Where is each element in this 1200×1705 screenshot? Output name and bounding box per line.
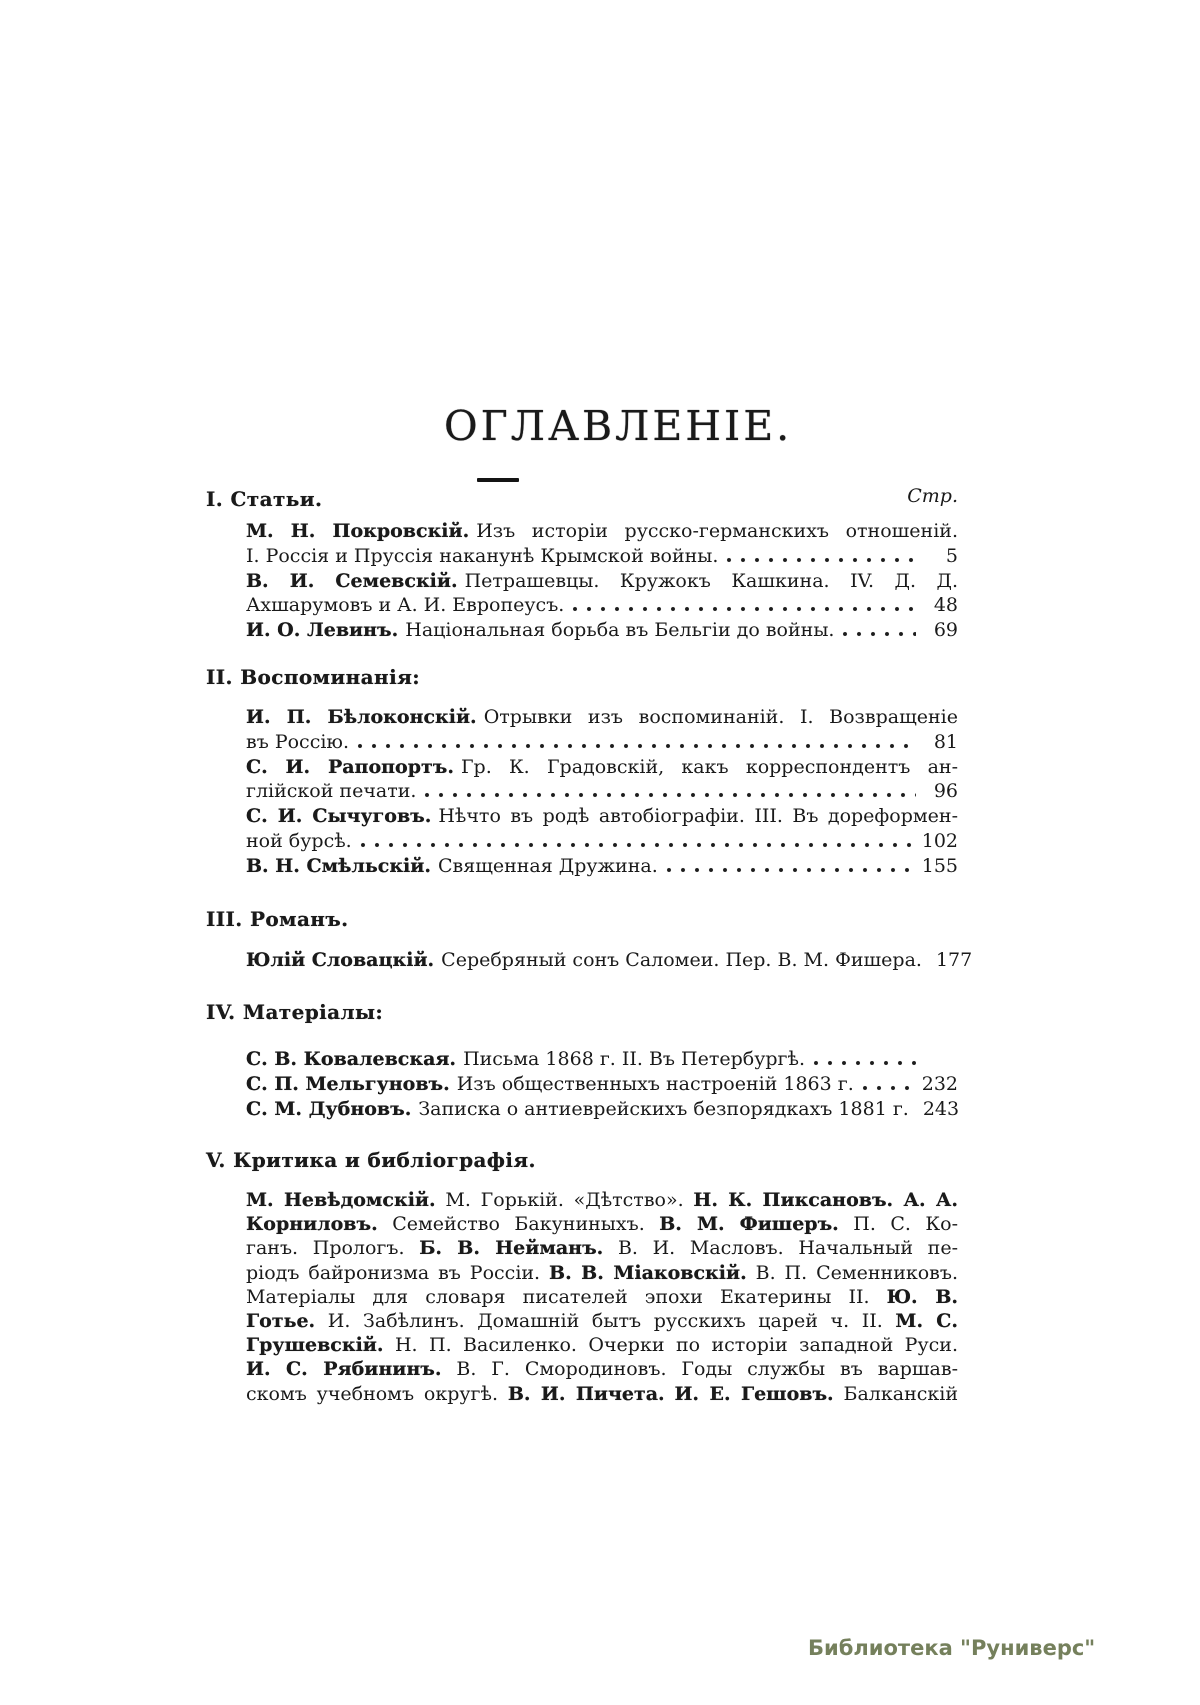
bold-author-name: И. С. Рябининъ. [246,1358,442,1381]
entry-author: Юлій Словацкій. [246,949,435,971]
toc-entry [246,569,958,619]
dot-leader [666,865,916,875]
entry-continuation-text: I. Россія и Пруссія наканунѣ Крымской войны. [246,544,719,567]
paragraph-line [246,1188,958,1212]
entry-title-text: Національная борьба въ Бельгіи до войны. [405,619,835,642]
entry-author: И. П. Бѣлоконскій. [246,706,477,728]
toc-entry [246,804,958,854]
paragraph-line [246,1236,958,1260]
dot-leader [842,629,916,639]
entry-line [246,593,958,618]
entry-title-text: Нѣчто въ родѣ автобіографіи. III. Въ дореформен- [438,805,958,828]
paragraph-line [246,1285,958,1309]
page-number: 155 [921,854,958,877]
entry-author: В. Н. Смѣльскій. [246,854,431,877]
section-entries [246,948,973,973]
entry-line [246,730,958,755]
bold-author-name: В. И. Пичета. [507,1382,665,1405]
entry-title-text: Записка о антиеврейскихъ безпорядкахъ 1881 г. [418,1097,909,1120]
entry-line [246,854,958,879]
bold-author-name: А. А. [893,1189,958,1211]
bold-author-name: Ю. В. [886,1285,958,1308]
section-header: I. Статьи. [206,487,323,511]
entry-author: В. И. Семевскій. [246,569,458,592]
section-criticism-bibliography [206,1148,958,1406]
entry-author: С. В. Ковалевская. [246,1048,457,1070]
page-number: 177 [935,949,973,971]
entry-line [246,1072,958,1097]
entry-line [246,569,958,594]
bold-author-name: Готье. [246,1309,316,1332]
page-number: 102 [921,829,958,852]
bibliography-paragraph [246,1188,958,1406]
toc-entry [246,618,958,643]
entry-title-text: Гр. К. Градовскій, какъ корреспондентъ ан- [460,755,958,778]
page-number: 232 [921,1072,958,1095]
bold-author-name: М. С. [895,1309,959,1332]
entry-title-text: Священная Дружина. [437,854,658,877]
entry-author: М. Н. Покровскій. [246,520,470,542]
toc-entry [246,1097,958,1122]
runivers-library-watermark: Библиотека "Руниверс" [808,1636,1096,1660]
dot-leader [726,555,916,565]
entry-author: С. И. Сычуговъ. [246,805,432,828]
paragraph-line [246,1212,958,1236]
paragraph-line [246,1261,958,1285]
entry-line [246,804,958,829]
plain-text: скомъ учебномъ округѣ. [246,1382,508,1405]
paragraph-line [246,1357,958,1381]
entry-line [246,755,958,780]
paragraph-line [246,1309,958,1333]
toc-entry [246,519,958,569]
plain-text: ріодъ байронизма въ Россіи. [246,1261,550,1284]
plain-text: В. П. Семенниковъ. [746,1261,958,1284]
entry-line [246,519,958,544]
plain-text: ганъ. Прологъ. [246,1237,420,1260]
toc-entry [246,755,958,805]
entry-title-text: Письма 1868 г. II. Въ Петербургѣ. [463,1048,805,1070]
paragraph-line [246,1382,958,1406]
section-entries [246,519,958,643]
section-header: III. Романъ. [206,907,349,931]
dot-leader [360,840,916,850]
bold-author-name: В. В. Міаковскій. [549,1261,747,1284]
section-novel [206,907,973,973]
page-title: ОГЛАВЛЕНІЕ. [444,402,793,450]
toc-entry [246,854,958,879]
plain-text: П. С. Ко- [838,1213,958,1236]
section-articles [206,487,958,643]
dot-leader [572,604,916,614]
entry-continuation-text: глійской печати. [246,780,417,803]
section-entries [246,705,958,879]
bold-author-name: И. Е. Гешовъ. [674,1382,834,1405]
page-number: 243 [922,1097,960,1120]
section-materials [206,1000,958,1121]
section-header: II. Воспоминанія: [206,665,421,689]
dot-leader [357,741,916,751]
title-divider-rule [477,478,519,482]
page-number: 96 [933,780,958,803]
section-entries [246,1047,958,1121]
dot-leader [862,1083,916,1093]
entry-line [246,948,973,973]
entry-title-text: Серебряный сонъ Саломеи. Пер. В. М. Фишера. [441,949,922,971]
plain-text: М. Горькій. «Дѣтство». [435,1189,694,1211]
bold-author-name: Корниловъ. [246,1213,378,1236]
page-column-header: Стр. [907,485,958,507]
entry-title-text: Изъ исторіи русско-германскихъ отношеній. [476,520,958,542]
bold-author-name: М. Невѣдомскій. [246,1189,436,1211]
entry-title-text: Отрывки изъ воспоминаній. I. Возвращеніе [483,706,958,728]
entry-continuation-text: Ахшарумовъ и А. И. Европеусъ. [246,594,565,617]
page-number: 81 [933,730,958,753]
entry-line [246,705,958,730]
bold-author-name: Н. К. Пиксановъ. [693,1189,894,1211]
section-memoirs [206,665,958,879]
toc-entry [246,705,958,755]
entry-title-text: Изъ общественныхъ настроеній 1863 г. [456,1072,854,1095]
plain-text: И. Забѣлинъ. Домашній бытъ русскихъ царей ч. II. [315,1309,896,1332]
entry-author: С. П. Мельгуновъ. [246,1072,450,1095]
bold-author-name: В. М. Фишеръ. [659,1213,839,1236]
paragraph-line [246,1333,958,1357]
plain-text: Семейство Бакуниныхъ. [377,1213,660,1236]
plain-text: В. И. Масловъ. Начальный пе- [603,1237,958,1260]
entry-author: И. О. Левинъ. [246,619,399,642]
entry-author: С. И. Рапопортъ. [246,755,454,778]
dot-leader [424,790,916,800]
bold-author-name: Б. В. Нейманъ. [419,1237,604,1260]
entry-author: С. М. Дубновъ. [246,1097,412,1120]
entry-line [246,618,958,643]
page-number: 48 [933,594,958,617]
entry-continuation-text: ной бурсѣ. [246,829,352,852]
entry-line [246,1047,958,1072]
plain-text: Матеріалы для словаря писателей эпохи Екатерины II. [246,1285,887,1308]
plain-text: Балканскій [833,1382,958,1405]
entry-line [246,829,958,854]
entry-line [246,1097,958,1122]
toc-entry [246,1072,958,1097]
bold-author-name: Грушевскій. [246,1334,384,1357]
plain-text [665,1383,675,1405]
entry-line [246,779,958,804]
toc-entry [246,948,973,973]
plain-text: Н. П. Василенко. Очерки по исторіи западной Руси. [383,1334,958,1357]
plain-text: В. Г. Смородиновъ. Годы службы въ варшав- [441,1358,958,1381]
page-number: 69 [933,619,958,642]
page-number [922,1047,958,1072]
entry-title-text: Петрашевцы. Кружокъ Кашкина. IV. Д. Д. [464,569,958,592]
section-header: IV. Матеріалы: [206,1000,384,1024]
section-header: V. Критика и библіографія. [206,1148,536,1172]
entry-continuation-text: въ Россію. [246,730,349,753]
page-number: 5 [945,544,958,567]
dot-leader [813,1058,916,1068]
entry-line [246,544,958,569]
toc-entry [246,1047,958,1072]
